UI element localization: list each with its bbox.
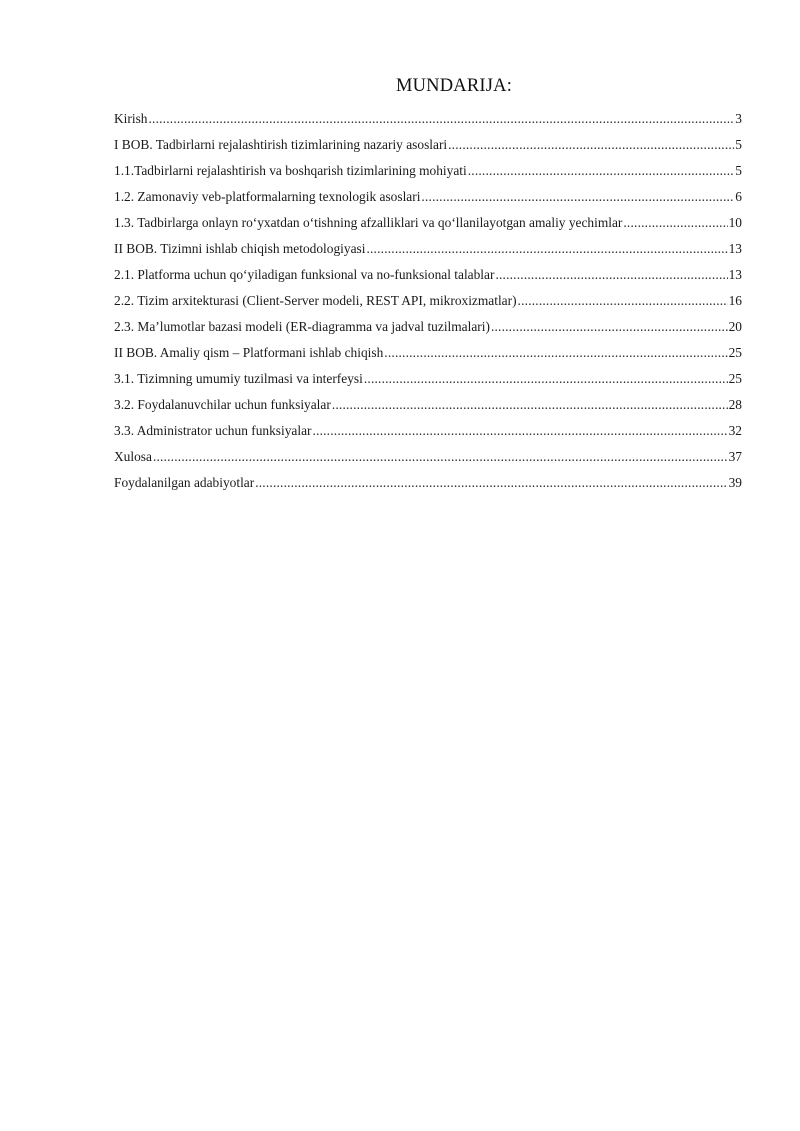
toc-page-number: 10 <box>728 215 742 230</box>
toc-entry-adabiyotlar[interactable] <box>114 473 742 499</box>
toc-page-number: 3 <box>735 111 742 126</box>
toc-entry-kirish[interactable] <box>114 109 742 135</box>
toc-dot-leader <box>468 161 735 181</box>
toc-entry-text: 1.1.Tadbirlarni rejalashtirish va boshqarish tizimlarining mohiyati <box>114 163 467 178</box>
toc-entry-chapter-1[interactable] <box>114 135 742 161</box>
toc-dot-leader <box>312 421 727 441</box>
toc-entry-text: Foydalanilgan adabiyotlar <box>114 475 255 490</box>
toc-entry-1-3[interactable] <box>114 213 742 239</box>
toc-entry-2-3[interactable] <box>114 317 742 343</box>
toc-dot-leader <box>255 473 727 493</box>
toc-dot-leader <box>518 291 728 311</box>
toc-entry-text: Xulosa <box>114 449 152 464</box>
toc-page-number: 25 <box>728 371 742 386</box>
toc-dot-leader <box>448 135 734 155</box>
toc-dot-leader <box>421 187 734 207</box>
toc-dot-leader <box>148 109 734 129</box>
toc-entry-3-2[interactable] <box>114 395 742 421</box>
toc-entry-3-3[interactable] <box>114 421 742 447</box>
table-of-contents <box>114 109 742 499</box>
toc-entry-2-2[interactable] <box>114 291 742 317</box>
toc-page-number: 5 <box>735 163 742 178</box>
toc-page-number: 13 <box>728 267 742 282</box>
toc-entry-text: II BOB. Tizimni ishlab chiqish metodologiyasi <box>114 241 366 256</box>
toc-entry-1-1[interactable] <box>114 161 742 187</box>
toc-entry-text: Kirish <box>114 111 148 126</box>
toc-entry-2-1[interactable] <box>114 265 742 291</box>
toc-entry-text: 3.3. Administrator uchun funksiyalar <box>114 423 312 438</box>
toc-entry-text: 1.3. Tadbirlarga onlayn ro‘yxatdan o‘tishning afzalliklari va qo‘llanilayotgan amaliy yechimlar <box>114 215 623 230</box>
toc-dot-leader <box>153 447 728 467</box>
toc-page-number: 13 <box>728 241 742 256</box>
toc-entry-xulosa[interactable] <box>114 447 742 473</box>
toc-page-number: 28 <box>728 397 742 412</box>
toc-page-number: 39 <box>728 475 742 490</box>
toc-entry-text: I BOB. Tadbirlarni rejalashtirish tizimlarining nazariy asoslari <box>114 137 448 152</box>
toc-entry-1-2[interactable] <box>114 187 742 213</box>
toc-entry-chapter-2[interactable] <box>114 239 742 265</box>
toc-entry-3-1[interactable] <box>114 369 742 395</box>
toc-entry-text: 2.2. Tizim arxitekturasi (Client-Server modeli, REST API, mikroxizmatlar) <box>114 293 517 308</box>
toc-page-number: 16 <box>728 293 742 308</box>
toc-page-number: 25 <box>728 345 742 360</box>
toc-entry-text: 3.2. Foydalanuvchilar uchun funksiyalar <box>114 397 331 412</box>
toc-dot-leader <box>366 239 727 259</box>
toc-dot-leader <box>495 265 727 285</box>
toc-entry-text: 3.1. Tizimning umumiy tuzilmasi va interfeysi <box>114 371 363 386</box>
toc-entry-text: 2.1. Platforma uchun qo‘yiladigan funksional va no-funksional talablar <box>114 267 495 282</box>
toc-entry-text: II BOB. Amaliy qism – Platformani ishlab chiqish <box>114 345 384 360</box>
toc-page-number: 6 <box>735 189 742 204</box>
toc-dot-leader <box>384 343 727 363</box>
toc-page-number: 5 <box>735 137 742 152</box>
toc-dot-leader <box>491 317 728 337</box>
toc-entry-text: 1.2. Zamonaviy veb-platformalarning texnologik asoslari <box>114 189 421 204</box>
toc-entry-chapter-3[interactable] <box>114 343 742 369</box>
toc-dot-leader <box>623 213 727 233</box>
toc-title: MUNDARIJA: <box>395 76 513 96</box>
toc-page-number: 37 <box>728 449 742 464</box>
toc-dot-leader <box>364 369 728 389</box>
toc-dot-leader <box>332 395 728 415</box>
toc-page-number: 20 <box>728 319 742 334</box>
toc-entry-text: 2.3. Ma’lumotlar bazasi modeli (ER-diagramma va jadval tuzilmalari) <box>114 319 490 334</box>
toc-page-number: 32 <box>728 423 742 438</box>
